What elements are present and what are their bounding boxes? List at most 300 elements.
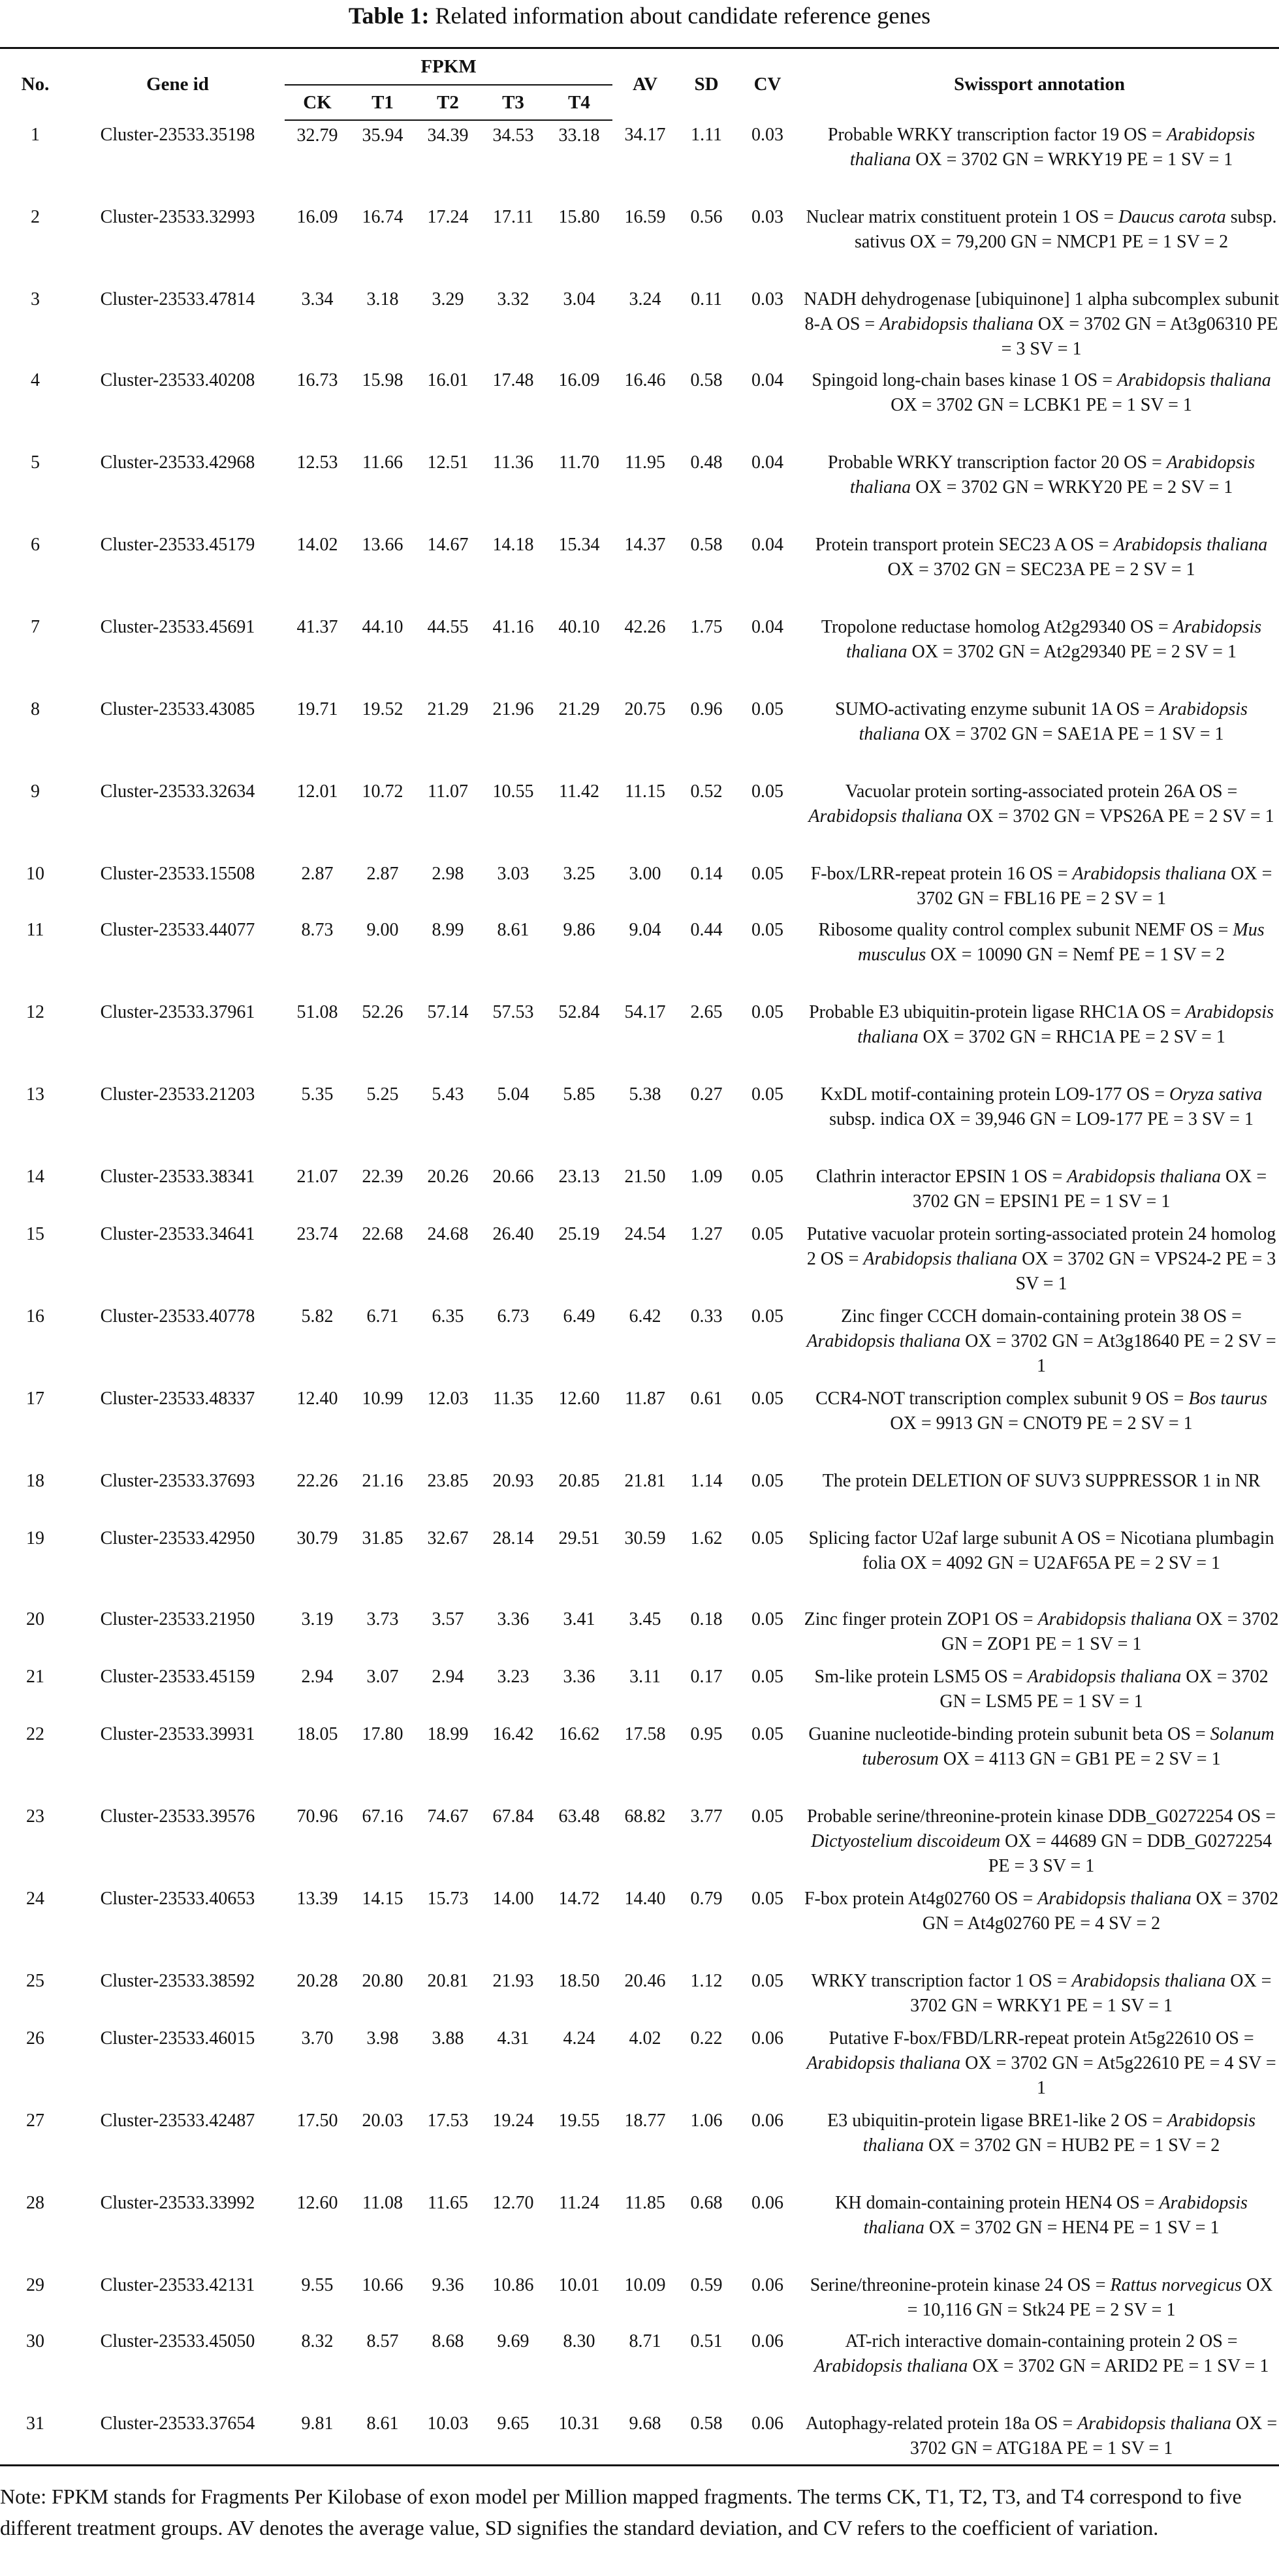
row-t4: 23.13 <box>558 1167 600 1187</box>
row-t1: 5.25 <box>366 1084 399 1105</box>
row-sd: 1.27 <box>690 1224 723 1244</box>
row-t1: 14.15 <box>362 1889 403 1909</box>
row-t2: 20.81 <box>427 1971 469 1991</box>
header-av: AV <box>612 48 678 121</box>
row-t1: 8.61 <box>350 2409 415 2465</box>
table-row <box>0 1219 1279 1302</box>
row-cv: 0.05 <box>751 920 784 940</box>
row-t4: 11.24 <box>559 2193 599 2213</box>
row-no: 29 <box>26 2275 44 2295</box>
row-gene-id: Cluster-23533.42950 <box>100 1528 255 1548</box>
header-ck: CK <box>285 85 350 120</box>
row-ck: 3.19 <box>301 1609 334 1629</box>
table-body <box>0 120 1279 2465</box>
row-sd: 0.22 <box>690 2028 723 2049</box>
row-t1: 10.66 <box>362 2275 403 2295</box>
row-annotation: NADH dehydrogenase [ubiquinone] 1 alpha subcomplex subunit 8-A OS = Arabidopsis thaliana OX = 3702 GN = At3g06310 PE = 3 SV = 1 <box>804 289 1279 359</box>
row-t4: 19.55 <box>558 2111 600 2131</box>
table-row <box>0 1302 1279 1384</box>
row-t4: 3.04 <box>563 289 595 309</box>
row-av: 3.24 <box>629 289 661 309</box>
row-t4: 16.62 <box>558 1724 600 1744</box>
row-ck: 30.79 <box>296 1528 338 1548</box>
row-no: 11 <box>26 920 44 940</box>
table-row <box>0 1162 1279 1219</box>
row-ck: 3.34 <box>301 289 334 309</box>
row-sd: 1.75 <box>690 617 723 637</box>
row-t2: 12.03 <box>427 1389 469 1409</box>
row-sd: 0.48 <box>690 452 723 473</box>
row-t1: 52.26 <box>362 1002 403 1022</box>
row-gene-id: Cluster-23533.32634 <box>100 781 255 802</box>
row-cv: 0.05 <box>751 1724 784 1744</box>
row-gene-id: Cluster-23533.37961 <box>100 1002 255 1022</box>
row-ck: 12.60 <box>296 2193 338 2213</box>
row-sd: 0.59 <box>690 2275 723 2295</box>
row-av: 11.95 <box>625 452 666 473</box>
table-row <box>0 1802 1279 1884</box>
row-cv: 0.06 <box>751 2111 784 2131</box>
row-cv: 0.05 <box>751 864 784 884</box>
row-t3: 5.04 <box>497 1084 529 1105</box>
row-cv: 0.05 <box>751 781 784 802</box>
row-sd: 0.18 <box>690 1609 723 1629</box>
row-sd: 1.12 <box>690 1971 723 1991</box>
row-ck: 19.71 <box>296 699 338 719</box>
row-t2: 14.67 <box>427 535 469 555</box>
row-t3: 21.93 <box>492 1971 534 1991</box>
row-ck: 5.35 <box>301 1084 334 1105</box>
row-cv: 0.05 <box>751 1084 784 1105</box>
row-t4: 14.72 <box>558 1889 600 1909</box>
row-t2: 17.24 <box>427 207 469 227</box>
row-gene-id: Cluster-23533.37693 <box>100 1471 255 1491</box>
row-av: 3.11 <box>629 1667 661 1687</box>
row-t1: 3.07 <box>366 1667 399 1687</box>
row-no: 27 <box>26 2111 44 2131</box>
row-no: 5 <box>31 452 40 473</box>
row-annotation: Tropolone reductase homolog At2g29340 OS = Arabidopsis thaliana OX = 3702 GN = At2g29340 PE = 2 SV = 1 <box>821 617 1262 662</box>
row-ck: 12.40 <box>296 1389 338 1409</box>
row-av: 4.02 <box>629 2028 661 2049</box>
row-gene-id: Cluster-23533.43085 <box>100 699 255 719</box>
row-av: 18.77 <box>624 2111 666 2131</box>
row-t3: 34.53 <box>492 125 534 146</box>
row-av: 24.54 <box>624 1224 666 1244</box>
row-no: 10 <box>26 864 44 884</box>
row-t3: 67.84 <box>492 1806 534 1827</box>
row-gene-id: Cluster-23533.21950 <box>100 1609 255 1629</box>
row-t3: 4.31 <box>497 2028 529 2049</box>
row-sd: 2.65 <box>690 1002 723 1022</box>
row-t3: 3.03 <box>497 864 529 884</box>
row-annotation: Probable WRKY transcription factor 19 OS = Arabidopsis thaliana OX = 3702 GN = WRKY19 PE = 1 SV = 1 <box>827 125 1255 170</box>
row-t3: 3.23 <box>497 1667 529 1687</box>
row-av: 54.17 <box>624 1002 666 1022</box>
table-row <box>0 2188 1279 2270</box>
table-row <box>0 285 1279 366</box>
row-sd: 0.11 <box>691 289 723 309</box>
row-gene-id: Cluster-23533.39576 <box>100 1806 255 1827</box>
row-gene-id: Cluster-23533.44077 <box>100 920 255 940</box>
row-t2: 15.73 <box>427 1889 469 1909</box>
row-cv: 0.05 <box>751 1224 784 1244</box>
row-annotation: Spingoid long-chain bases kinase 1 OS = Arabidopsis thaliana OX = 3702 GN = LCBK1 PE = 1 SV = 1 <box>812 370 1271 415</box>
table-row <box>0 2270 1279 2327</box>
table-row <box>0 2106 1279 2188</box>
row-cv: 0.05 <box>751 1667 784 1687</box>
row-t4: 3.25 <box>563 864 595 884</box>
row-no: 2 <box>31 207 40 227</box>
row-no: 14 <box>26 1167 44 1187</box>
row-t4: 40.10 <box>558 617 600 637</box>
row-t3: 20.93 <box>492 1471 534 1491</box>
row-av: 6.42 <box>629 1306 661 1327</box>
table-row <box>0 859 1279 915</box>
row-t2: 44.55 <box>427 617 469 637</box>
row-annotation: E3 ubiquitin-protein ligase BRE1-like 2 OS = Arabidopsis thaliana OX = 3702 GN = HUB2 PE = 1 SV = 2 <box>827 2111 1255 2156</box>
row-av: 30.59 <box>624 1528 666 1548</box>
row-t2: 2.94 <box>432 1667 464 1687</box>
row-annotation: F-box protein At4g02760 OS = Arabidopsis thaliana OX = 3702 GN = At4g02760 PE = 4 SV = 2 <box>804 1889 1279 1934</box>
row-annotation: Probable serine/threonine-protein kinase DDB_G0272254 OS = Dictyostelium discoideum OX = 44689 GN = DDB_G0272254 PE = 3 SV = 1 <box>807 1806 1276 1876</box>
row-sd: 1.11 <box>691 125 723 145</box>
row-annotation: Zinc finger protein ZOP1 OS = Arabidopsis thaliana OX = 3702 GN = ZOP1 PE = 1 SV = 1 <box>804 1609 1279 1654</box>
row-t2: 34.39 <box>427 125 469 146</box>
table-row <box>0 612 1279 695</box>
row-cv: 0.04 <box>751 370 784 390</box>
row-no: 3 <box>31 289 40 309</box>
row-t4: 52.84 <box>558 1002 600 1022</box>
row-gene-id: Cluster-23533.48337 <box>100 1389 255 1409</box>
row-t3: 21.96 <box>492 699 534 719</box>
row-t1: 20.80 <box>362 1971 403 1991</box>
row-annotation: WRKY transcription factor 1 OS = Arabidopsis thaliana OX = 3702 GN = WRKY1 PE = 1 SV = 1 <box>811 1971 1272 2016</box>
row-t4: 15.80 <box>558 207 600 227</box>
row-cv: 0.05 <box>751 1889 784 1909</box>
row-t4: 33.18 <box>558 125 600 146</box>
row-t2: 16.01 <box>427 370 469 390</box>
row-gene-id: Cluster-23533.39931 <box>100 1724 255 1744</box>
row-ck: 12.53 <box>296 452 338 473</box>
row-cv: 0.04 <box>751 535 784 555</box>
row-sd: 3.77 <box>690 1806 723 1827</box>
row-t3: 3.36 <box>497 1609 529 1629</box>
row-sd: 0.58 <box>690 535 723 555</box>
header-annotation: Swissport annotation <box>800 48 1279 121</box>
row-t2: 8.99 <box>432 920 464 940</box>
table-row <box>0 366 1279 448</box>
row-annotation: SUMO-activating enzyme subunit 1A OS = Arabidopsis thaliana OX = 3702 GN = SAE1A PE = 1 SV = 1 <box>835 699 1248 744</box>
row-t2: 12.51 <box>427 452 469 473</box>
row-gene-id: Cluster-23533.37654 <box>71 2409 285 2465</box>
row-sd: 0.95 <box>690 1724 723 1744</box>
table-label: Table 1: <box>348 3 430 29</box>
row-t1: 15.98 <box>362 370 403 390</box>
row-t4: 10.31 <box>546 2409 612 2465</box>
row-cv: 0.06 <box>751 2028 784 2049</box>
row-t1: 3.98 <box>366 2028 399 2049</box>
table-row <box>0 2409 1279 2465</box>
row-sd: 0.27 <box>690 1084 723 1105</box>
row-gene-id: Cluster-23533.33992 <box>100 2193 255 2213</box>
row-t3: 3.32 <box>497 289 529 309</box>
row-annotation: Zinc finger CCCH domain-containing protein 38 OS = Arabidopsis thaliana OX = 3702 GN = At3g18640 PE = 2 SV = 1 <box>806 1306 1276 1376</box>
table-row <box>0 1884 1279 1966</box>
row-annotation: Splicing factor U2af large subunit A OS = Nicotiana plumbagin folia OX = 4092 GN = U2AF65A PE = 2 SV = 1 <box>808 1528 1274 1573</box>
header-no: No. <box>0 48 71 121</box>
header-t2: T2 <box>415 85 481 120</box>
row-sd: 0.68 <box>690 2193 723 2213</box>
row-t3: 12.70 <box>492 2193 534 2213</box>
row-annotation: Serine/threonine-protein kinase 24 OS = Rattus norvegicus OX = 10,116 GN = Stk24 PE = 2 SV = 1 <box>810 2275 1273 2320</box>
row-av: 16.46 <box>624 370 666 390</box>
row-av: 17.58 <box>624 1724 666 1744</box>
table-row <box>0 448 1279 530</box>
table-row <box>0 695 1279 777</box>
row-t2: 21.29 <box>427 699 469 719</box>
row-cv: 0.06 <box>751 2275 784 2295</box>
row-gene-id: Cluster-23533.45050 <box>100 2331 255 2351</box>
row-sd: 0.58 <box>690 370 723 390</box>
header-cv: CV <box>735 48 800 121</box>
row-t4: 12.60 <box>558 1389 600 1409</box>
row-gene-id: Cluster-23533.35198 <box>100 125 255 145</box>
row-t3: 41.16 <box>492 617 534 637</box>
row-ck: 18.05 <box>296 1724 338 1744</box>
row-t1: 3.18 <box>366 289 399 309</box>
row-av: 14.37 <box>624 535 666 555</box>
row-gene-id: Cluster-23533.15508 <box>100 864 255 884</box>
header-t3: T3 <box>481 85 546 120</box>
row-sd: 0.14 <box>690 864 723 884</box>
row-t3: 9.69 <box>497 2331 529 2351</box>
header-gene-id: Gene id <box>71 48 285 121</box>
row-t1: 3.73 <box>366 1609 399 1629</box>
table-row <box>0 1080 1279 1162</box>
row-no: 25 <box>26 1971 44 1991</box>
row-t3: 6.73 <box>497 1306 529 1327</box>
row-cv: 0.03 <box>751 125 784 145</box>
row-t3: 57.53 <box>492 1002 534 1022</box>
row-sd: 0.17 <box>690 1667 723 1687</box>
row-no: 1 <box>31 125 40 145</box>
row-annotation: Putative F-box/FBD/LRR-repeat protein At5g22610 OS = Arabidopsis thaliana OX = 3702 GN = At5g22610 PE = 4 SV = 1 <box>806 2028 1276 2098</box>
row-t2: 5.43 <box>432 1084 464 1105</box>
row-t2: 11.07 <box>428 781 468 802</box>
row-av: 3.00 <box>629 864 661 884</box>
row-no: 4 <box>31 370 40 390</box>
row-t3: 14.00 <box>492 1889 534 1909</box>
row-av: 68.82 <box>624 1806 666 1827</box>
row-t3: 17.11 <box>493 207 533 227</box>
table-row <box>0 120 1279 202</box>
row-t1: 8.57 <box>366 2331 399 2351</box>
row-av: 11.87 <box>625 1389 666 1409</box>
row-t4: 11.70 <box>559 452 599 473</box>
row-cv: 0.06 <box>735 2409 800 2465</box>
row-t4: 8.30 <box>563 2331 595 2351</box>
row-no: 24 <box>26 1889 44 1909</box>
table-row <box>0 1720 1279 1802</box>
table-row <box>0 1466 1279 1524</box>
row-annotation: The protein DELETION OF SUV3 SUPPRESSOR 1 in NR <box>822 1471 1261 1491</box>
row-gene-id: Cluster-23533.21203 <box>100 1084 255 1105</box>
row-av: 16.59 <box>624 207 666 227</box>
row-av: 34.17 <box>624 125 666 145</box>
row-t3: 16.42 <box>492 1724 534 1744</box>
row-t1: 9.00 <box>366 920 399 940</box>
row-t4: 6.49 <box>563 1306 595 1327</box>
row-gene-id: Cluster-23533.40653 <box>100 1889 255 1909</box>
row-t4: 63.48 <box>558 1806 600 1827</box>
row-t3: 17.48 <box>492 370 534 390</box>
row-t2: 17.53 <box>427 2111 469 2131</box>
row-sd: 0.33 <box>690 1306 723 1327</box>
row-gene-id: Cluster-23533.47814 <box>100 289 255 309</box>
row-no: 6 <box>31 535 40 555</box>
row-t4: 11.42 <box>559 781 599 802</box>
row-sd: 1.14 <box>690 1471 723 1491</box>
row-gene-id: Cluster-23533.40778 <box>100 1306 255 1327</box>
row-annotation: Nuclear matrix constituent protein 1 OS = Daucus carota subsp. sativus OX = 79,200 GN = NMCP1 PE = 1 SV = 2 <box>806 207 1277 252</box>
row-t4: 20.85 <box>558 1471 600 1491</box>
row-t3: 11.35 <box>493 1389 533 1409</box>
row-av: 10.09 <box>624 2275 666 2295</box>
row-cv: 0.04 <box>751 452 784 473</box>
row-annotation: Autophagy-related protein 18a OS = Arabidopsis thaliana OX = 3702 GN = ATG18A PE = 1 SV = 1 <box>800 2409 1279 2465</box>
table-row <box>0 1384 1279 1466</box>
row-annotation: KH domain-containing protein HEN4 OS = Arabidopsis thaliana OX = 3702 GN = HEN4 PE = 1 SV = 1 <box>835 2193 1248 2238</box>
row-sd: 0.96 <box>690 699 723 719</box>
row-t3: 9.65 <box>481 2409 546 2465</box>
row-cv: 0.05 <box>751 1609 784 1629</box>
row-sd: 1.62 <box>690 1528 723 1548</box>
row-t4: 3.41 <box>563 1609 595 1629</box>
row-ck: 16.09 <box>296 207 338 227</box>
row-av: 8.71 <box>629 2331 661 2351</box>
row-t1: 10.72 <box>362 781 403 802</box>
table-caption <box>0 0 1279 31</box>
row-cv: 0.05 <box>751 1167 784 1187</box>
row-annotation: Guanine nucleotide-binding protein subunit beta OS = Solanum tuberosum OX = 4113 GN = GB1 PE = 2 SV = 1 <box>808 1724 1274 1769</box>
row-av: 11.15 <box>625 781 666 802</box>
row-t4: 4.24 <box>563 2028 595 2049</box>
row-no: 9 <box>31 781 40 802</box>
row-ck: 3.70 <box>301 2028 334 2049</box>
row-gene-id: Cluster-23533.45159 <box>100 1667 255 1687</box>
row-cv: 0.05 <box>751 699 784 719</box>
row-t3: 10.86 <box>492 2275 534 2295</box>
row-gene-id: Cluster-23533.45691 <box>100 617 255 637</box>
row-gene-id: Cluster-23533.38592 <box>100 1971 255 1991</box>
row-ck: 9.55 <box>301 2275 334 2295</box>
row-gene-id: Cluster-23533.46015 <box>100 2028 255 2049</box>
row-gene-id: Cluster-23533.32993 <box>100 207 255 227</box>
row-t3: 20.66 <box>492 1167 534 1187</box>
row-gene-id: Cluster-23533.42968 <box>100 452 255 473</box>
row-t1: 17.80 <box>362 1724 403 1744</box>
row-t1: 44.10 <box>362 617 403 637</box>
header-t1: T1 <box>350 85 415 120</box>
row-annotation: Protein transport protein SEC23 A OS = Arabidopsis thaliana OX = 3702 GN = SEC23A PE = 2 SV = 1 <box>815 535 1268 580</box>
row-ck: 41.37 <box>296 617 338 637</box>
row-t2: 9.36 <box>432 2275 464 2295</box>
table-row <box>0 1605 1279 1662</box>
row-sd: 0.61 <box>690 1389 723 1409</box>
row-t2: 6.35 <box>432 1306 464 1327</box>
row-t2: 57.14 <box>427 1002 469 1022</box>
row-cv: 0.05 <box>751 1971 784 1991</box>
row-no: 13 <box>26 1084 44 1105</box>
table-row <box>0 202 1279 285</box>
row-no: 23 <box>26 1806 44 1827</box>
row-cv: 0.05 <box>751 1389 784 1409</box>
row-sd: 0.79 <box>690 1889 723 1909</box>
row-annotation: AT-rich interactive domain-containing protein 2 OS = Arabidopsis thaliana OX = 3702 GN = ARID2 PE = 1 SV = 1 <box>813 2331 1269 2376</box>
row-t1: 11.08 <box>362 2193 403 2213</box>
row-gene-id: Cluster-23533.42487 <box>100 2111 255 2131</box>
row-sd: 1.09 <box>690 1167 723 1187</box>
table-row <box>0 2327 1279 2409</box>
row-av: 20.46 <box>624 1971 666 1991</box>
row-av: 42.26 <box>624 617 666 637</box>
row-gene-id: Cluster-23533.38341 <box>100 1167 255 1187</box>
row-no: 28 <box>26 2193 44 2213</box>
row-sd: 0.51 <box>690 2331 723 2351</box>
row-t1: 16.74 <box>362 207 403 227</box>
row-ck: 21.07 <box>296 1167 338 1187</box>
row-t4: 10.01 <box>558 2275 600 2295</box>
row-ck: 14.02 <box>296 535 338 555</box>
row-t1: 6.71 <box>366 1306 399 1327</box>
row-ck: 16.73 <box>296 370 338 390</box>
row-t2: 11.65 <box>428 2193 468 2213</box>
row-ck: 2.87 <box>301 864 334 884</box>
row-t2: 23.85 <box>427 1471 469 1491</box>
row-no: 15 <box>26 1224 44 1244</box>
row-t2: 24.68 <box>427 1224 469 1244</box>
row-cv: 0.04 <box>751 617 784 637</box>
row-cv: 0.03 <box>751 289 784 309</box>
row-t3: 14.18 <box>492 535 534 555</box>
row-ck: 22.26 <box>296 1471 338 1491</box>
row-ck: 5.82 <box>301 1306 334 1327</box>
row-cv: 0.05 <box>751 1471 784 1491</box>
row-no: 22 <box>26 1724 44 1744</box>
row-t2: 74.67 <box>427 1806 469 1827</box>
row-annotation: Putative vacuolar protein sorting-associated protein 24 homolog 2 OS = Arabidopsis thaliana OX = 3702 GN = VPS24-2 PE = 3 SV = 1 <box>806 1224 1276 1294</box>
row-t1: 67.16 <box>362 1806 403 1827</box>
row-no: 19 <box>26 1528 44 1548</box>
table-note: Note: FPKM stands for Fragments Per Kilobase of exon model per Million mapped fragments. The terms CK, T1, T2, T3, and T4 correspond to five different treatment groups. AV denotes the average value, SD signifies the standard deviation, and CV refers to the coefficient of variation. <box>0 2485 1242 2539</box>
row-t1: 13.66 <box>362 535 403 555</box>
row-av: 9.04 <box>629 920 661 940</box>
header-sd: SD <box>678 48 735 121</box>
row-t4: 15.34 <box>558 535 600 555</box>
row-t3: 11.36 <box>493 452 533 473</box>
row-annotation: Probable E3 ubiquitin-protein ligase RHC1A OS = Arabidopsis thaliana OX = 3702 GN = RHC1A PE = 2 SV = 1 <box>809 1002 1274 1047</box>
table-row <box>0 1524 1279 1605</box>
table-row <box>0 777 1279 859</box>
row-t1: 2.87 <box>366 864 399 884</box>
row-annotation: CCR4-NOT transcription complex subunit 9 OS = Bos taurus OX = 9913 GN = CNOT9 PE = 2 SV = 1 <box>815 1389 1268 1434</box>
row-ck: 2.94 <box>301 1667 334 1687</box>
row-av: 21.50 <box>624 1167 666 1187</box>
row-no: 8 <box>31 699 40 719</box>
row-t2: 18.99 <box>427 1724 469 1744</box>
row-av: 11.85 <box>625 2193 666 2213</box>
